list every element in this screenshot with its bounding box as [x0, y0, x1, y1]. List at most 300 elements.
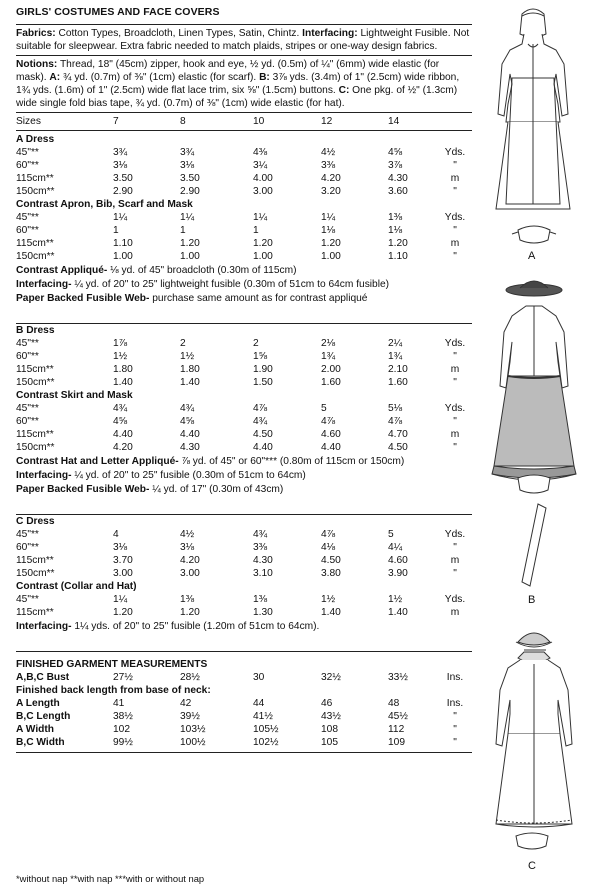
row-unit: " — [453, 351, 457, 362]
row-value: 99½ — [113, 737, 133, 748]
row-unit: " — [453, 542, 457, 553]
row-label: 60"** — [16, 225, 39, 236]
view-a-illustration — [488, 4, 588, 260]
table-row — [16, 224, 472, 237]
table-row — [16, 428, 472, 441]
row-unit: m — [450, 607, 460, 618]
row-value: 33½ — [388, 672, 408, 683]
note-label: Paper Backed Fusible Web- — [16, 293, 150, 304]
row-value: 4.60 — [388, 555, 408, 566]
size-7: 7 — [113, 116, 119, 127]
row-value: 1.00 — [180, 251, 200, 262]
row-label: B,C Width — [16, 737, 65, 748]
row-value: 4½ — [180, 529, 195, 540]
mask-b-icon — [518, 475, 550, 493]
hat-c-icon — [516, 633, 552, 647]
notions-a-label: A: — [49, 72, 61, 83]
row-value: 2.90 — [180, 186, 200, 197]
row-value: 1⅛ — [321, 225, 336, 236]
view-b-illustration — [488, 276, 588, 592]
notions-a-text: ¾ yd. (0.7m) of ⅜" (1cm) elastic (for scarf). — [60, 72, 260, 83]
view-c-label: C — [528, 860, 536, 872]
table-row — [16, 541, 472, 554]
table-row — [16, 237, 472, 250]
row-value: 112 — [388, 724, 405, 735]
yardage-table — [16, 515, 472, 619]
sizes-header-row — [16, 115, 472, 128]
view-b-label: B — [528, 594, 536, 606]
yardage-table — [16, 133, 472, 263]
row-value: 1⅛ — [388, 225, 403, 236]
row-value: 1¼ — [113, 212, 128, 223]
table-row — [16, 337, 472, 350]
row-label: 45"** — [16, 529, 39, 540]
table-row — [16, 350, 472, 363]
row-value: 45½ — [388, 711, 408, 722]
row-value: 3⅛ — [180, 542, 195, 553]
row-value: 1 — [180, 225, 186, 236]
row-unit: Yds. — [444, 529, 466, 540]
row-value: 4¾ — [253, 529, 268, 540]
view-c-illustration — [488, 624, 588, 860]
row-label: 115cm** — [16, 173, 54, 184]
note-text: ¼ yd. of 20" to 25" lightweight fusible (0.30m of 51cm to 64cm fusible) — [71, 279, 390, 290]
row-value: 1.40 — [180, 377, 200, 388]
contrast-title-text: Contrast Apron, Bib, Scarf and Mask — [16, 199, 193, 210]
row-value: 4.50 — [321, 555, 341, 566]
row-value: 3⅜ — [253, 542, 268, 553]
fabrics-text: Cotton Types, Broadcloth, Linen Types, Satin, Chintz. — [55, 28, 303, 39]
interfacing-text: Lightweight Fusible. Not suitable for sleepwear. Extra fabric needed to match plaids, stripes or one-way design fabrics. — [16, 28, 470, 52]
row-value: 1⅜ — [253, 594, 268, 605]
row-value: 5 — [321, 403, 327, 414]
table-row — [16, 697, 472, 710]
row-value: 109 — [388, 737, 405, 748]
finished-measurements — [16, 658, 472, 749]
row-value: 1.20 — [253, 238, 273, 249]
yardage-note — [16, 264, 472, 277]
row-value: 1½ — [321, 594, 336, 605]
row-value: 4.30 — [253, 555, 273, 566]
view-title — [16, 133, 472, 146]
finished-table — [16, 658, 472, 749]
row-value: 4.40 — [253, 442, 273, 453]
view-title — [16, 515, 472, 528]
table-row — [16, 159, 472, 172]
table-row — [16, 606, 472, 619]
row-value: 1 — [113, 225, 119, 236]
nap-footnote: *without nap **with nap ***with or without nap — [16, 873, 205, 884]
table-row — [16, 185, 472, 198]
row-label: 150cm** — [16, 568, 55, 579]
row-value: 4⅞ — [388, 416, 403, 427]
row-value: 1.90 — [253, 364, 273, 375]
row-value: 4.60 — [321, 429, 341, 440]
view-title-text: A Dress — [16, 134, 55, 145]
section-divider — [16, 651, 472, 652]
note-label: Interfacing- — [16, 470, 72, 481]
row-value: 3⅞ — [388, 160, 403, 171]
row-label: 150cm** — [16, 377, 55, 388]
finished-title-text: FINISHED GARMENT MEASUREMENTS — [16, 659, 208, 670]
row-unit: Yds. — [444, 147, 466, 158]
row-label: 60"** — [16, 160, 39, 171]
table-row — [16, 723, 472, 736]
table-row — [16, 250, 472, 263]
view-title — [16, 324, 472, 337]
table-row — [16, 593, 472, 606]
row-value: 4⅞ — [253, 403, 268, 414]
section-c — [16, 515, 472, 633]
row-label: 115cm** — [16, 429, 54, 440]
row-label: 60"** — [16, 351, 39, 362]
row-unit: m — [450, 555, 460, 566]
row-value: 4¾ — [180, 403, 195, 414]
contrast-title — [16, 389, 472, 402]
row-value: 3¾ — [113, 147, 128, 158]
notions-paragraph — [16, 58, 472, 110]
row-value: 3.70 — [113, 555, 133, 566]
row-label: 115cm** — [16, 607, 54, 618]
row-value: 4⅝ — [388, 147, 403, 158]
table-row — [16, 415, 472, 428]
row-unit: Ins. — [446, 672, 464, 683]
row-label: A Length — [16, 698, 60, 709]
hat-b-icon — [506, 281, 562, 296]
row-value: 4¾ — [253, 416, 268, 427]
yardage-note — [16, 483, 472, 496]
interfacing-label: Interfacing: — [302, 28, 358, 39]
row-value: 4.70 — [388, 429, 408, 440]
note-label: Paper Backed Fusible Web- — [16, 484, 150, 495]
row-value: 1⅜ — [180, 594, 195, 605]
fabrics-label: Fabrics: — [16, 28, 56, 39]
row-unit: " — [453, 377, 457, 388]
row-value: 2.10 — [388, 364, 408, 375]
ribbon-icon — [522, 504, 546, 586]
row-value: 4.30 — [180, 442, 200, 453]
divider — [16, 55, 472, 56]
view-title-text: C Dress — [16, 516, 55, 527]
row-value: 1 — [253, 225, 259, 236]
row-value: 1.80 — [180, 364, 200, 375]
contrast-title — [16, 580, 472, 593]
row-value: 3¼ — [253, 160, 268, 171]
note-text: ¼ yd. of 17" (0.30m of 43cm) — [149, 484, 284, 495]
row-label: A Width — [16, 724, 55, 735]
row-unit: " — [453, 711, 457, 722]
row-value: 39½ — [180, 711, 200, 722]
row-unit: " — [453, 416, 457, 427]
notions-c-text: One pkg. of ½" (1.3cm) wide single fold bias tape, ¾ yd. (0.7m) of ⅜" (1cm) wide elastic (for hat). — [16, 85, 458, 109]
row-value: 4 — [113, 529, 119, 540]
row-unit: Yds. — [444, 403, 466, 414]
row-value: 3.00 — [113, 568, 133, 579]
row-value: 48 — [388, 698, 400, 709]
row-value: 4¼ — [388, 542, 403, 553]
row-value: 4½ — [321, 147, 336, 158]
row-value: 4.40 — [113, 429, 133, 440]
row-label: 115cm** — [16, 555, 54, 566]
row-label: 150cm** — [16, 442, 55, 453]
row-value: 3.10 — [253, 568, 273, 579]
row-value: 4.50 — [388, 442, 408, 453]
row-unit: " — [453, 160, 457, 171]
note-text: ⅛ yd. of 45" broadcloth (0.30m of 115cm) — [107, 265, 297, 276]
row-value: 3.00 — [180, 568, 200, 579]
row-value: 1⅝ — [253, 351, 268, 362]
table-row — [16, 146, 472, 159]
size-14: 14 — [388, 116, 400, 127]
row-value: 3.50 — [113, 173, 133, 184]
row-value: 4⅝ — [180, 416, 195, 427]
view-a-label: A — [528, 250, 536, 262]
row-value: 42 — [180, 698, 192, 709]
section-b — [16, 324, 472, 496]
row-value: 4.30 — [388, 173, 408, 184]
row-value: 4.20 — [321, 173, 341, 184]
row-unit: " — [453, 724, 457, 735]
row-value: 4⅝ — [113, 416, 128, 427]
row-value: 28½ — [180, 672, 200, 683]
table-row — [16, 554, 472, 567]
row-value: 1.40 — [321, 607, 341, 618]
row-value: 2.00 — [321, 364, 341, 375]
notions-text: Thread, 18" (45cm) zipper, hook and eye, ½ yd. (0.5m) of ¼" (6mm) wide elastic (for mask). — [16, 59, 440, 83]
row-value: 1¼ — [253, 212, 268, 223]
contrast-title — [16, 198, 472, 211]
row-value: 5 — [388, 529, 394, 540]
row-value: 3.00 — [253, 186, 273, 197]
row-value: 3.60 — [388, 186, 408, 197]
row-value: 102½ — [253, 737, 279, 748]
table-row — [16, 710, 472, 723]
row-unit: " — [453, 225, 457, 236]
table-row — [16, 363, 472, 376]
row-unit: m — [450, 429, 460, 440]
back-length-title-text: Finished back length from base of neck: — [16, 685, 211, 696]
row-value: 4.20 — [113, 442, 133, 453]
row-value: 1.10 — [388, 251, 408, 262]
row-value: 1.20 — [388, 238, 408, 249]
row-value: 1.40 — [113, 377, 133, 388]
yardage-chart — [16, 6, 472, 753]
table-row — [16, 671, 472, 684]
note-text: ¼ yd. of 20" to 25" fusible (0.30m of 51cm to 64cm) — [71, 470, 306, 481]
row-value: 1.00 — [253, 251, 273, 262]
size-8: 8 — [180, 116, 186, 127]
row-value: 102 — [113, 724, 130, 735]
row-unit: Yds. — [444, 594, 466, 605]
row-value: 1.20 — [113, 607, 133, 618]
row-value: 2.90 — [113, 186, 133, 197]
page-title: GIRLS' COSTUMES AND FACE COVERS — [16, 6, 220, 18]
size-10: 10 — [253, 116, 265, 127]
row-value: 3⅜ — [321, 160, 336, 171]
row-value: 1.60 — [321, 377, 341, 388]
row-value: 1.20 — [180, 238, 200, 249]
row-value: 3.50 — [180, 173, 200, 184]
row-unit: Ins. — [446, 698, 464, 709]
row-label: 45"** — [16, 594, 39, 605]
row-value: 3¾ — [180, 147, 195, 158]
row-value: 1.20 — [321, 238, 341, 249]
row-label: 150cm** — [16, 186, 55, 197]
row-label: 150cm** — [16, 251, 55, 262]
mask-a-icon — [512, 226, 556, 243]
row-value: 1½ — [388, 594, 403, 605]
row-value: 4.00 — [253, 173, 273, 184]
row-value: 1⅜ — [388, 212, 403, 223]
yardage-note — [16, 469, 472, 482]
row-label: 45"** — [16, 212, 39, 223]
row-unit: Yds. — [444, 338, 466, 349]
row-value: 4⅛ — [321, 542, 336, 553]
row-value: 2⅛ — [321, 338, 336, 349]
table-row — [16, 567, 472, 580]
row-unit: " — [453, 568, 457, 579]
row-unit: " — [453, 442, 457, 453]
row-value: 1⅞ — [113, 338, 128, 349]
row-value: 1.60 — [388, 377, 408, 388]
yardage-note — [16, 620, 472, 633]
row-label: 45"** — [16, 338, 39, 349]
divider — [16, 112, 472, 113]
view-title-text: B Dress — [16, 325, 55, 336]
table-row — [16, 402, 472, 415]
row-value: 1.00 — [321, 251, 341, 262]
mask-c-icon — [516, 833, 548, 849]
finished-title — [16, 658, 472, 671]
fabrics-paragraph — [16, 27, 472, 53]
row-label: 115cm** — [16, 238, 54, 249]
yardage-note — [16, 292, 472, 305]
back-length-title — [16, 684, 472, 697]
row-value: 4.20 — [180, 555, 200, 566]
row-label: 45"** — [16, 147, 39, 158]
row-value: 100½ — [180, 737, 206, 748]
row-value: 5⅛ — [388, 403, 403, 414]
row-value: 3⅛ — [180, 160, 195, 171]
row-value: 43½ — [321, 711, 341, 722]
row-value: 41½ — [253, 711, 273, 722]
row-value: 1.50 — [253, 377, 273, 388]
contrast-title-text: Contrast (Collar and Hat) — [16, 581, 137, 592]
row-value: 1.80 — [113, 364, 133, 375]
note-label: Contrast Appliqué- — [16, 265, 108, 276]
note-text: ⅞ yd. of 45" or 60"*** (0.80m of 115cm or 150cm) — [178, 456, 405, 467]
row-label: 115cm** — [16, 364, 54, 375]
table-row — [16, 211, 472, 224]
row-value: 46 — [321, 698, 333, 709]
row-value: 2 — [180, 338, 186, 349]
row-label: A,B,C Bust — [16, 672, 70, 683]
row-value: 2 — [253, 338, 259, 349]
row-label: 60"** — [16, 542, 39, 553]
row-label: 45"** — [16, 403, 39, 414]
row-value: 4.50 — [253, 429, 273, 440]
row-value: 1¾ — [388, 351, 403, 362]
sizes-header-table — [16, 115, 472, 128]
row-value: 4⅞ — [321, 529, 336, 540]
row-value: 3⅛ — [113, 160, 128, 171]
row-value: 44 — [253, 698, 265, 709]
row-unit: m — [450, 238, 460, 249]
table-row — [16, 736, 472, 749]
row-value: 103½ — [180, 724, 206, 735]
row-value: 4.40 — [180, 429, 200, 440]
row-value: 4⅞ — [321, 416, 336, 427]
row-unit: " — [453, 737, 457, 748]
row-value: 1½ — [113, 351, 128, 362]
row-value: 1.00 — [113, 251, 133, 262]
yardage-note — [16, 455, 472, 468]
note-text: purchase same amount as for contrast appliqué — [149, 293, 368, 304]
yardage-table — [16, 324, 472, 454]
row-value: 108 — [321, 724, 338, 735]
yardage-note — [16, 278, 472, 291]
row-value: 1¼ — [113, 594, 128, 605]
table-row — [16, 441, 472, 454]
notions-b-label: B: — [259, 72, 270, 83]
table-row — [16, 172, 472, 185]
row-value: 32½ — [321, 672, 341, 683]
row-label: 60"** — [16, 416, 39, 427]
section-a — [16, 133, 472, 305]
note-label: Contrast Hat and Letter Appliqué- — [16, 456, 179, 467]
table-row — [16, 528, 472, 541]
size-12: 12 — [321, 116, 333, 127]
row-unit: " — [453, 251, 457, 262]
row-value: 3.20 — [321, 186, 341, 197]
table-row — [16, 376, 472, 389]
row-value: 4⅜ — [253, 147, 268, 158]
row-value: 1¼ — [180, 212, 195, 223]
row-unit: " — [453, 186, 457, 197]
row-value: 1.10 — [113, 238, 133, 249]
row-value: 38½ — [113, 711, 133, 722]
note-text: 1¼ yds. of 20" to 25" fusible (1.20m of 51cm to 64cm). — [71, 621, 320, 632]
notions-c-label: C: — [338, 85, 350, 96]
row-value: 27½ — [113, 672, 133, 683]
row-value: 1½ — [180, 351, 195, 362]
row-value: 3.80 — [321, 568, 341, 579]
row-value: 2¼ — [388, 338, 403, 349]
row-value: 3.90 — [388, 568, 408, 579]
notions-label: Notions: — [16, 59, 58, 70]
sizes-label: Sizes — [16, 116, 41, 127]
row-unit: m — [450, 173, 460, 184]
row-value: 105 — [321, 737, 338, 748]
row-value: 1.40 — [388, 607, 408, 618]
notions-b-text: 3⅞ yds. (3.4m) of 1" (2.5cm) wide ribbon, 1¾ yds. (1.6m) of 1" (2.5cm) wide flat lace trim, six ⅝" (1.5cm) buttons. — [16, 72, 460, 96]
row-label: B,C Length — [16, 711, 71, 722]
row-value: 3⅛ — [113, 542, 128, 553]
row-value: 41 — [113, 698, 125, 709]
divider — [16, 130, 472, 131]
row-value: 4¾ — [113, 403, 128, 414]
row-value: 1.30 — [253, 607, 273, 618]
row-unit: m — [450, 364, 460, 375]
divider — [16, 24, 472, 25]
note-label: Interfacing- — [16, 621, 72, 632]
row-unit: Yds. — [444, 212, 466, 223]
note-label: Interfacing- — [16, 279, 72, 290]
row-value: 1¼ — [321, 212, 336, 223]
section-divider — [16, 752, 472, 753]
row-value: 105½ — [253, 724, 279, 735]
row-value: 1¾ — [321, 351, 336, 362]
